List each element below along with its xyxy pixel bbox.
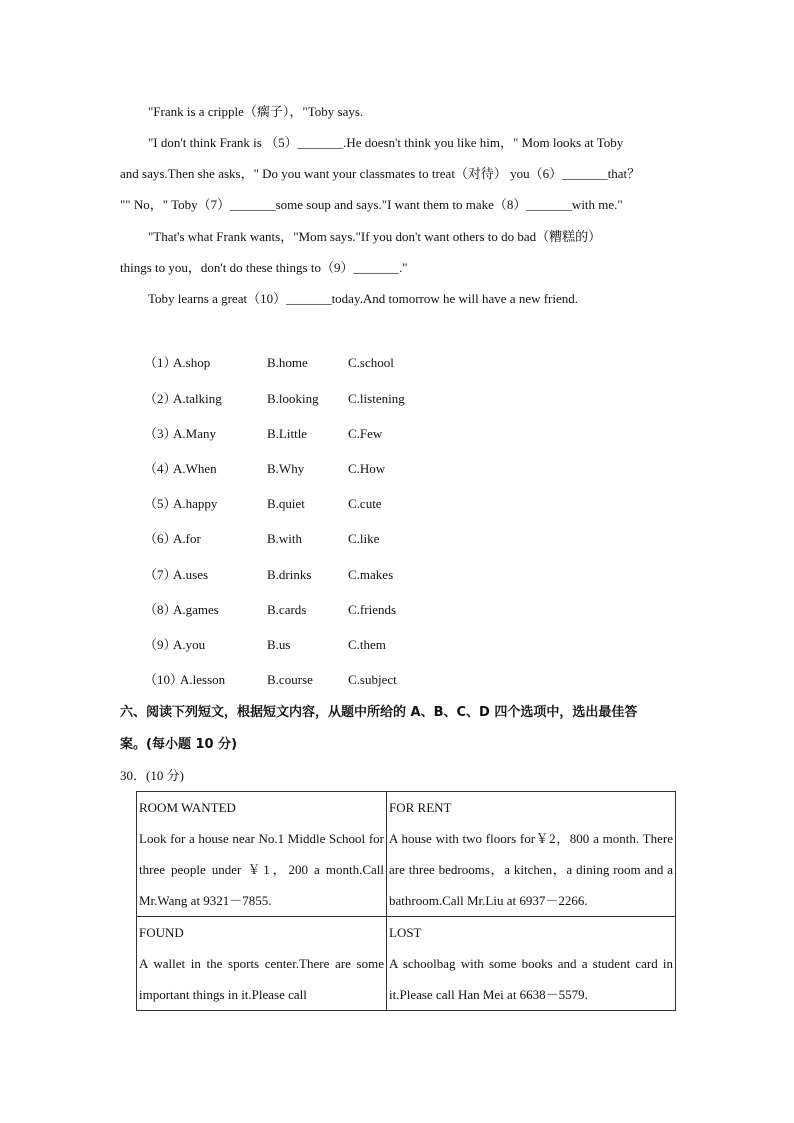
option-num: （6） [144, 531, 177, 546]
option-b: B.looking [267, 391, 319, 406]
option-b: B.with [267, 531, 303, 546]
option-num: （3） [144, 426, 177, 441]
option-b: B.us [267, 637, 291, 652]
option-c: C.school [348, 355, 394, 370]
option-a: A.you [173, 637, 206, 652]
ad-room-wanted [137, 792, 387, 917]
table-row [137, 917, 676, 1011]
option-num: （5） [144, 496, 177, 511]
ad-title: ROOM WANTED [139, 800, 236, 815]
ad-text: Look for a house near No.1 Middle School for three people under ￥1，200 a month.Call Mr.Wang at 9321－7855. [139, 831, 384, 908]
option-b: B.Why [267, 461, 305, 476]
option-a: A.shop [173, 355, 211, 370]
option-c: C.cute [348, 496, 382, 511]
section-title-line-2: 案。(每小题 10 分) [120, 737, 238, 752]
option-b: B.course [267, 672, 313, 687]
table-row [137, 792, 676, 917]
option-num: （2） [144, 391, 177, 406]
option-a: A.Many [173, 426, 216, 441]
option-a: A.uses [173, 567, 209, 582]
option-c: C.like [348, 531, 380, 546]
ad-text: A schoolbag with some books and a student card in it.Please call Han Mei at 6638－5579. [389, 956, 673, 1002]
option-num: （4） [144, 461, 177, 476]
passage-line-6: things to you，don't do these things to（9）_______." [120, 260, 408, 275]
option-b: B.drinks [267, 567, 312, 582]
option-a: A.happy [173, 496, 218, 511]
option-a: A.When [173, 461, 217, 476]
ad-text: A wallet in the sports center.There are some important things in it.Please call [139, 956, 384, 1002]
option-c: C.How [348, 461, 386, 476]
section-title-line-1: 六、阅读下列短文，根据短文内容，从题中所给的 A、B、C、D 四个选项中，选出最佳答 [120, 705, 638, 720]
option-b: B.home [267, 355, 308, 370]
option-c: C.listening [348, 391, 405, 406]
passage-line-4: "" No，" Toby（7）_______some soup and says."I want them to make（8）_______with me." [120, 197, 623, 212]
option-c: C.makes [348, 567, 394, 582]
option-a: A.for [173, 531, 201, 546]
ad-for-rent [387, 792, 676, 917]
option-b: B.Little [267, 426, 308, 441]
passage-line-7: Toby learns a great（10）_______today.And tomorrow he will have a new friend. [148, 291, 579, 306]
option-num: （9） [144, 637, 177, 652]
option-b: B.cards [267, 602, 307, 617]
passage-line-2: "I don't think Frank is （5）_______.He doesn't think you like him，" Mom looks at Toby [148, 135, 624, 150]
question-number: 30．(10 分) [120, 768, 184, 783]
ads-table [136, 791, 676, 1011]
option-c: C.them [348, 637, 386, 652]
ad-found [137, 917, 387, 1011]
option-a: A.games [173, 602, 219, 617]
passage-line-3: and says.Then she asks，" Do you want your classmates to treat（对待） you（6）_______that？ [120, 166, 641, 181]
option-num: （1） [144, 355, 177, 370]
passage-line-1: "Frank is a cripple（瘸子），"Toby says. [148, 104, 364, 119]
option-c: C.subject [348, 672, 397, 687]
option-b: B.quiet [267, 496, 305, 511]
option-a: A.talking [173, 391, 222, 406]
passage-line-5: "That's what Frank wants，"Mom says."If you don't want others to do bad（糟糕的） [148, 229, 602, 244]
ad-text: A house with two floors for￥2，800 a month. There are three bedrooms，a kitchen，a dining room and a bathroom.Call Mr.Liu at 6937－2266. [389, 831, 673, 908]
option-num: （7） [144, 567, 177, 582]
option-c: C.Few [348, 426, 383, 441]
ad-lost [387, 917, 676, 1011]
ad-title: FOUND [139, 925, 184, 940]
ad-title: FOR RENT [389, 800, 452, 815]
option-num: （10） [144, 672, 184, 687]
option-c: C.friends [348, 602, 397, 617]
ad-title: LOST [389, 925, 422, 940]
option-num: （8） [144, 602, 177, 617]
option-a: A.lesson [180, 672, 226, 687]
